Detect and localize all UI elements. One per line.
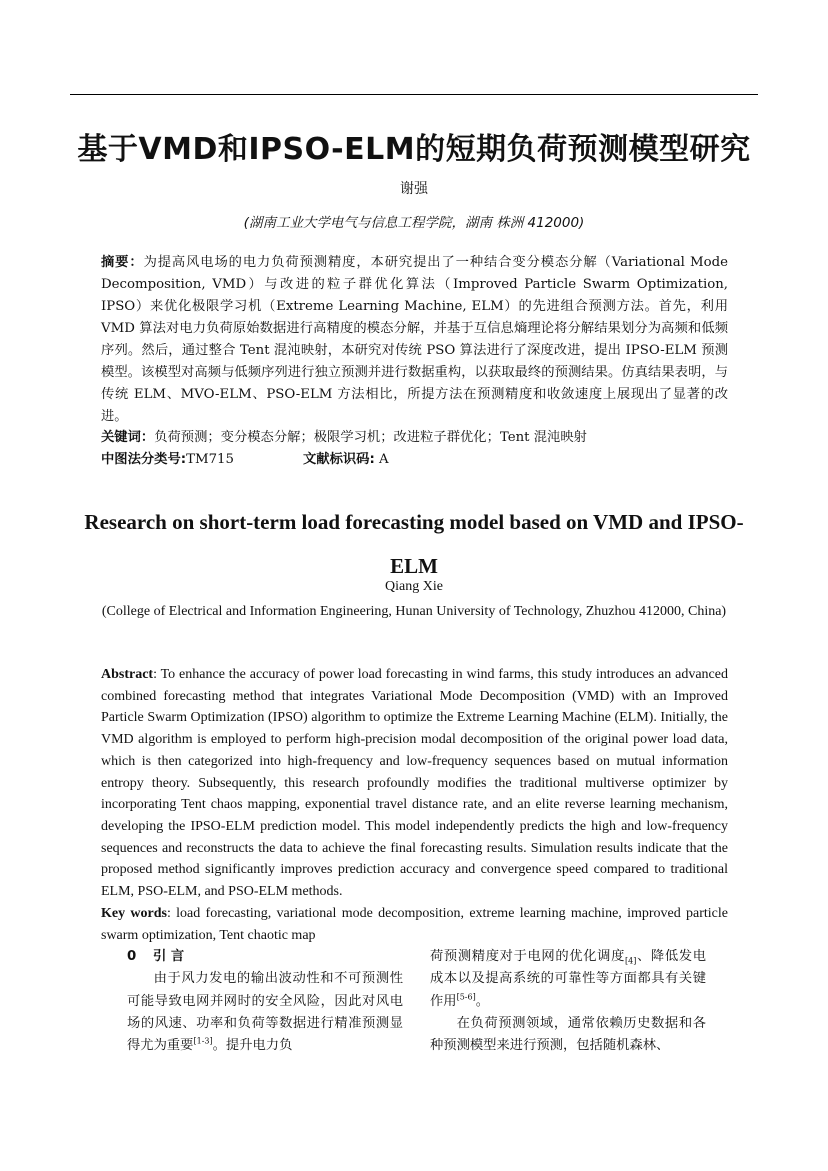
- citation: [1-3]: [193, 1036, 213, 1046]
- english-abstract: [101, 664, 728, 903]
- chinese-abstract-text: 为提高风电场的电力负荷预测精度，本研究提出了一种结合变分模态分解（Variational Mode Decomposition, VMD）与改进的粒子群优化算法（Improved Particle Swarm Optimization, IPSO）来优化极限学习机（Extreme Learning Machine, ELM）的先进组合预测方法。首先，利用 VMD 算法对电力负荷原始数据进行高精度的模态分解，并基于互信息熵理论将分解结果划分为高频和低频序列。然后，通过整合 Tent 混沌映射，本研究对传统 PSO 算法进行了深度改进，提出 IPSO-ELM 预测模型。该模型对高频与低频序列进行独立预测并进行数据重构，以获取最终的预测结果。仿真结果表明，与传统 ELM、MVO-ELM、PSO-ELM 方法相比，所提方法在预测精度和收敛速度上展现出了显著的改进。: [101, 255, 729, 424]
- intro-paragraph: [127, 968, 403, 1057]
- chinese-abstract: [101, 252, 728, 428]
- document-code-value: A: [374, 452, 389, 467]
- class-number-value: TM715: [186, 452, 234, 467]
- chinese-author: 谢强: [400, 181, 428, 197]
- forecasting-paragraph: 在负荷预测领域，通常依赖历史数据和各种预测模型来进行预测，包括随机森林、: [430, 1015, 706, 1054]
- intro-paragraph-continued: [430, 946, 706, 1013]
- paragraph-text: 。: [475, 993, 490, 1009]
- english-affiliation: (College of Electrical and Information Engineering, Hunan University of Technology, Zhuzhou 412000, China): [101, 604, 727, 619]
- body-column-left: [127, 946, 403, 1057]
- section-heading: [127, 946, 403, 968]
- section-title: 引 言: [153, 949, 185, 964]
- classification-line: [101, 450, 728, 470]
- paragraph-text: 、降低发电成本以及提高系统的可靠性等方面都具有关键作用: [430, 949, 707, 1009]
- english-abstract-label: Abstract: [101, 667, 154, 682]
- chinese-keywords-text: 负荷预测；变分模态分解；极限学习机；改进粒子群优化；Tent 混沌映射: [154, 430, 587, 445]
- document-code: [303, 450, 389, 470]
- chinese-title: 基于VMD和IPSO-ELM的短期负荷预测模型研究: [77, 132, 751, 167]
- english-keywords-text: : load forecasting, variational mode decomposition, extreme learning machine, improved particle swarm optimization, Tent chaotic map: [101, 906, 728, 943]
- class-number-label: 中图法分类号:: [101, 452, 187, 467]
- intro-text: 由于风力发电的输出波动性和不可预测性可能导致电网并网时的安全风险，因此对风电场的风速、功率和负荷等数据进行精准预测显得尤为重要: [127, 971, 403, 1054]
- citation: [5-6]: [456, 992, 476, 1002]
- citation: [4]: [625, 956, 637, 966]
- section-number: 0: [127, 949, 137, 964]
- english-author: Qiang Xie: [385, 579, 443, 594]
- header-rule: [70, 94, 758, 95]
- body-column-right: [430, 946, 706, 1057]
- english-keywords-label: Key words: [101, 906, 167, 921]
- chinese-keywords: [101, 428, 728, 448]
- english-keywords: [101, 903, 728, 946]
- chinese-abstract-label: 摘要：: [101, 255, 144, 270]
- english-title: Research on short-term load forecasting model based on VMD and IPSO-ELM: [84, 510, 744, 578]
- chinese-affiliation: (湖南工业大学电气与信息工程学院，湖南 株洲 412000): [243, 215, 585, 231]
- paragraph-text: 荷预测精度对于电网的优化调度: [430, 949, 626, 964]
- chinese-keywords-label: 关键词：: [101, 430, 155, 445]
- english-abstract-text: : To enhance the accuracy of power load forecasting in wind farms, this study introduces an advanced combined forecasting method that integrates Variational Mode Decomposition (VMD) with an Improved Particle Swarm Optimization (IPSO) algorithm to optimize the Extreme Learning Machine (ELM). Initially, the VMD algorithm is employed to perform high-precision modal decomposition of the original power load data, which is then categorized into high-frequency and low-frequency sequences based on mutual information entropy theory. Subsequently, this research profoundly modifies the traditional multiverse optimizer by incorporating Tent chaos mapping, exponential travel distance rate, and an elite reverse learning mechanism, developing the IPSO-ELM prediction model. This model independently predicts the high and low-frequency sequences and reconstructs the data to achieve the final forecasting results. Simulation results indicate that the proposed method significantly improves prediction accuracy and convergence speed compared to traditional ELM, PSO-ELM, and PSO-ELM methods.: [101, 667, 728, 900]
- document-code-label: 文献标识码:: [303, 452, 375, 467]
- intro-text-continued: 。提升电力负: [212, 1038, 293, 1054]
